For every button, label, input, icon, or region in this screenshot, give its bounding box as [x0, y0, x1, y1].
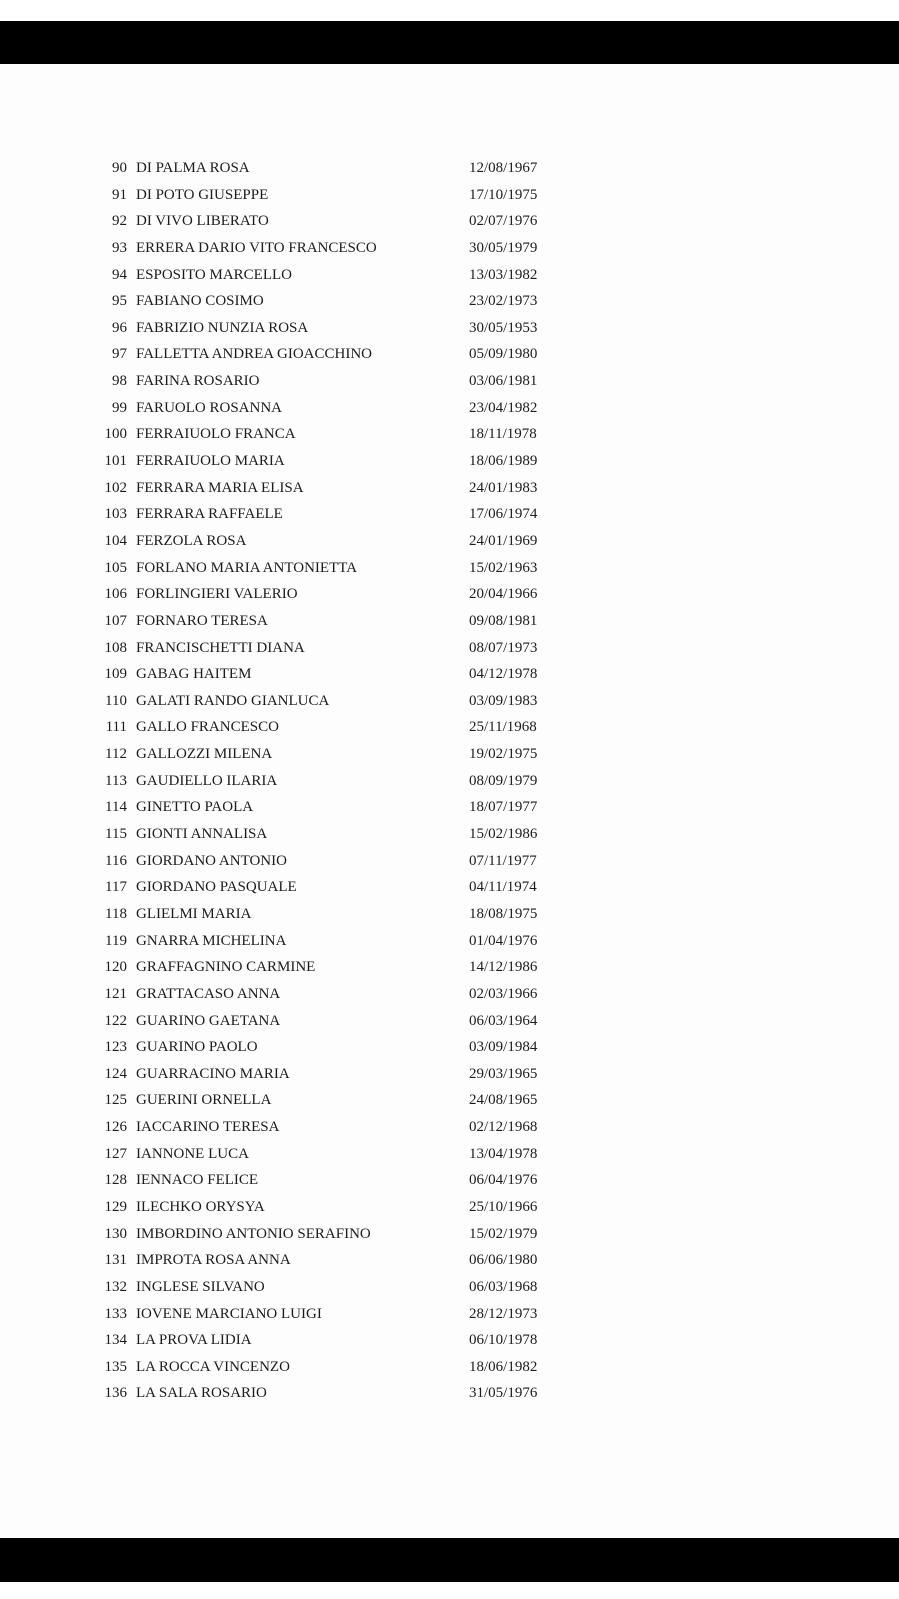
- list-item: [0, 448, 899, 475]
- record-name: FRANCISCHETTI DIANA: [136, 639, 305, 656]
- record-number: 122: [104, 1012, 127, 1029]
- record-date: 28/12/1973: [469, 1305, 538, 1322]
- list-item: [0, 262, 899, 289]
- record-number: 125: [104, 1092, 127, 1109]
- record-number: 117: [105, 879, 127, 896]
- top-black-bar: [0, 21, 899, 64]
- record-date: 17/10/1975: [469, 186, 538, 203]
- record-number: 118: [105, 905, 127, 922]
- record-number: 102: [104, 479, 127, 496]
- record-date: 02/03/1966: [469, 985, 538, 1002]
- record-number: 104: [104, 532, 127, 549]
- list-item: [0, 1247, 899, 1274]
- record-number: 94: [112, 266, 127, 283]
- record-number: 107: [104, 612, 127, 629]
- list-item: [0, 928, 899, 955]
- record-name: FARUOLO ROSANNA: [136, 399, 282, 416]
- record-date: 19/02/1975: [469, 746, 538, 763]
- record-date: 31/05/1976: [469, 1385, 538, 1402]
- list-item: [0, 1354, 899, 1381]
- record-name: IENNACO FELICE: [136, 1172, 259, 1189]
- list-item: [0, 688, 899, 715]
- list-item: [0, 581, 899, 608]
- record-name: GALLO FRANCESCO: [136, 719, 279, 736]
- record-name: FERRARA MARIA ELISA: [136, 479, 304, 496]
- record-date: 18/06/1989: [469, 453, 538, 470]
- list-item: [0, 901, 899, 928]
- record-name: FALLETTA ANDREA GIOACCHINO: [136, 346, 373, 363]
- record-name: FERRARA RAFFAELE: [136, 506, 283, 523]
- record-date: 07/11/1977: [469, 852, 537, 869]
- record-number: 101: [104, 453, 127, 470]
- record-name: LA SALA ROSARIO: [136, 1385, 267, 1402]
- list-item: [0, 1141, 899, 1168]
- record-number: 93: [112, 239, 127, 256]
- record-name: DI POTO GIUSEPPE: [136, 186, 269, 203]
- record-name: GIORDANO ANTONIO: [136, 852, 287, 869]
- record-number: 115: [105, 826, 127, 843]
- record-date: 08/07/1973: [469, 639, 538, 656]
- record-name: FERRAIUOLO MARIA: [136, 453, 285, 470]
- record-name: DI VIVO LIBERATO: [136, 213, 269, 230]
- list-item: [0, 1380, 899, 1407]
- list-item: [0, 501, 899, 528]
- list-item: [0, 395, 899, 422]
- record-name: DI PALMA ROSA: [136, 160, 250, 176]
- list-item: [0, 341, 899, 368]
- bottom-black-bar: [0, 1538, 899, 1582]
- list-item: [0, 661, 899, 688]
- record-name: FORLINGIERI VALERIO: [136, 586, 298, 603]
- list-item: [0, 1301, 899, 1328]
- record-date: 29/03/1965: [469, 1065, 538, 1082]
- record-name: ILECHKO ORYSYA: [136, 1198, 265, 1215]
- record-number: 110: [105, 692, 127, 709]
- record-date: 06/03/1964: [469, 1012, 538, 1029]
- record-date: 25/11/1968: [469, 719, 537, 736]
- record-number: 126: [104, 1119, 127, 1136]
- record-date: 13/03/1982: [469, 266, 538, 283]
- record-number: 109: [104, 666, 127, 683]
- list-item: [0, 874, 899, 901]
- list-item: [0, 368, 899, 395]
- record-number: 123: [104, 1039, 127, 1056]
- record-date: 15/02/1979: [469, 1225, 538, 1242]
- record-name: FABRIZIO NUNZIA ROSA: [136, 319, 309, 336]
- list-item: [0, 475, 899, 502]
- list-item: [0, 155, 899, 182]
- list-item: [0, 315, 899, 342]
- list-item: [0, 421, 899, 448]
- record-name: IACCARINO TERESA: [136, 1119, 280, 1136]
- record-number: 116: [105, 852, 127, 869]
- record-number: 106: [104, 586, 127, 603]
- list-item: [0, 714, 899, 741]
- record-date: 25/10/1966: [469, 1198, 538, 1215]
- record-list: [0, 155, 899, 1407]
- list-item: [0, 1221, 899, 1248]
- record-number: 119: [105, 932, 127, 949]
- record-number: 105: [104, 559, 127, 576]
- record-date: 12/08/1967: [469, 160, 538, 176]
- record-name: GRAFFAGNINO CARMINE: [136, 959, 316, 976]
- list-item: [0, 555, 899, 582]
- record-name: GABAG HAITEM: [136, 666, 252, 683]
- record-date: 23/04/1982: [469, 399, 538, 416]
- list-item: [0, 1327, 899, 1354]
- list-item: [0, 608, 899, 635]
- record-date: 04/12/1978: [469, 666, 538, 683]
- record-name: ESPOSITO MARCELLO: [136, 266, 292, 283]
- list-item: [0, 794, 899, 821]
- record-name: GNARRA MICHELINA: [136, 932, 287, 949]
- record-number: 97: [112, 346, 127, 363]
- record-name: LA PROVA LIDIA: [136, 1332, 252, 1349]
- record-date: 03/09/1983: [469, 692, 538, 709]
- record-name: GAUDIELLO ILARIA: [136, 772, 278, 789]
- record-number: 114: [105, 799, 127, 816]
- record-number: 95: [112, 293, 127, 310]
- record-name: FERRAIUOLO FRANCA: [136, 426, 296, 443]
- record-number: 108: [104, 639, 127, 656]
- record-number: 128: [104, 1172, 127, 1189]
- record-number: 103: [104, 506, 127, 523]
- record-date: 24/01/1983: [469, 479, 538, 496]
- record-number: 90: [112, 160, 127, 176]
- record-name: GLIELMI MARIA: [136, 905, 252, 922]
- list-item: [0, 1194, 899, 1221]
- record-number: 124: [104, 1065, 127, 1082]
- record-name: GUARINO GAETANA: [136, 1012, 281, 1029]
- list-item: [0, 208, 899, 235]
- list-item: [0, 635, 899, 662]
- list-item: [0, 1274, 899, 1301]
- record-name: ERRERA DARIO VITO FRANCESCO: [136, 239, 377, 256]
- record-date: 24/08/1965: [469, 1092, 538, 1109]
- record-name: GIONTI ANNALISA: [136, 826, 268, 843]
- record-date: 23/02/1973: [469, 293, 538, 310]
- record-number: 132: [104, 1278, 127, 1295]
- record-date: 13/04/1978: [469, 1145, 538, 1162]
- record-name: LA ROCCA VINCENZO: [136, 1358, 290, 1375]
- record-number: 99: [112, 399, 127, 416]
- record-date: 30/05/1953: [469, 319, 538, 336]
- record-name: GALATI RANDO GIANLUCA: [136, 692, 330, 709]
- record-date: 20/04/1966: [469, 586, 538, 603]
- record-name: IANNONE LUCA: [136, 1145, 249, 1162]
- record-date: 24/01/1969: [469, 532, 538, 549]
- record-number: 112: [105, 746, 127, 763]
- list-item: [0, 235, 899, 262]
- record-number: 121: [104, 985, 127, 1002]
- record-date: 06/04/1976: [469, 1172, 538, 1189]
- record-name: FORNARO TERESA: [136, 612, 268, 629]
- list-item: [0, 1114, 899, 1141]
- record-number: 120: [104, 959, 127, 976]
- record-number: 129: [104, 1198, 127, 1215]
- record-name: IOVENE MARCIANO LUIGI: [136, 1305, 322, 1322]
- list-item: [0, 1008, 899, 1035]
- record-name: FARINA ROSARIO: [136, 373, 260, 390]
- record-date: 05/09/1980: [469, 346, 538, 363]
- record-number: 130: [104, 1225, 127, 1242]
- record-date: 06/06/1980: [469, 1252, 538, 1269]
- record-date: 14/12/1986: [469, 959, 538, 976]
- record-number: 135: [104, 1358, 127, 1375]
- record-number: 100: [104, 426, 127, 443]
- record-name: GUARRACINO MARIA: [136, 1065, 290, 1082]
- list-item: [0, 821, 899, 848]
- record-number: 113: [105, 772, 127, 789]
- record-name: IMPROTA ROSA ANNA: [136, 1252, 291, 1269]
- record-number: 91: [112, 186, 127, 203]
- list-item: [0, 288, 899, 315]
- record-number: 92: [112, 213, 127, 230]
- record-number: 98: [112, 373, 127, 390]
- list-item: [0, 741, 899, 768]
- record-date: 18/08/1975: [469, 905, 538, 922]
- record-date: 08/09/1979: [469, 772, 538, 789]
- list-item: [0, 1167, 899, 1194]
- record-number: 96: [112, 319, 127, 336]
- record-date: 18/06/1982: [469, 1358, 538, 1375]
- record-date: 09/08/1981: [469, 612, 538, 629]
- record-name: GIORDANO PASQUALE: [136, 879, 297, 896]
- list-item: [0, 1061, 899, 1088]
- record-date: 02/12/1968: [469, 1119, 538, 1136]
- record-number: 127: [104, 1145, 127, 1162]
- record-name: FERZOLA ROSA: [136, 532, 247, 549]
- list-item: [0, 528, 899, 555]
- list-item: [0, 768, 899, 795]
- record-name: IMBORDINO ANTONIO SERAFINO: [136, 1225, 371, 1242]
- document-page: [0, 64, 899, 1538]
- record-name: INGLESE SILVANO: [136, 1278, 265, 1295]
- record-date: 03/06/1981: [469, 373, 538, 390]
- record-name: GRATTACASO ANNA: [136, 985, 281, 1002]
- record-date: 02/07/1976: [469, 213, 538, 230]
- record-name: GINETTO PAOLA: [136, 799, 254, 816]
- list-item: [0, 182, 899, 209]
- record-date: 18/11/1978: [469, 426, 537, 443]
- record-name: FORLANO MARIA ANTONIETTA: [136, 559, 358, 576]
- record-date: 06/03/1968: [469, 1278, 538, 1295]
- list-item: [0, 1034, 899, 1061]
- record-date: 17/06/1974: [469, 506, 538, 523]
- record-date: 01/04/1976: [469, 932, 538, 949]
- record-date: 18/07/1977: [469, 799, 538, 816]
- list-item: [0, 848, 899, 875]
- record-date: 04/11/1974: [469, 879, 537, 896]
- record-number: 131: [104, 1252, 127, 1269]
- record-number: 133: [104, 1305, 127, 1322]
- record-number: 136: [104, 1385, 127, 1402]
- record-name: GUARINO PAOLO: [136, 1039, 258, 1056]
- record-date: 30/05/1979: [469, 239, 538, 256]
- list-item: [0, 981, 899, 1008]
- record-date: 06/10/1978: [469, 1332, 538, 1349]
- record-name: FABIANO COSIMO: [136, 293, 264, 310]
- list-item: [0, 1087, 899, 1114]
- record-name: GALLOZZI MILENA: [136, 746, 273, 763]
- record-number: 134: [104, 1332, 127, 1349]
- record-name: GUERINI ORNELLA: [136, 1092, 272, 1109]
- list-item: [0, 954, 899, 981]
- record-date: 15/02/1986: [469, 826, 538, 843]
- record-date: 15/02/1963: [469, 559, 538, 576]
- record-date: 03/09/1984: [469, 1039, 538, 1056]
- record-number: 111: [105, 719, 127, 736]
